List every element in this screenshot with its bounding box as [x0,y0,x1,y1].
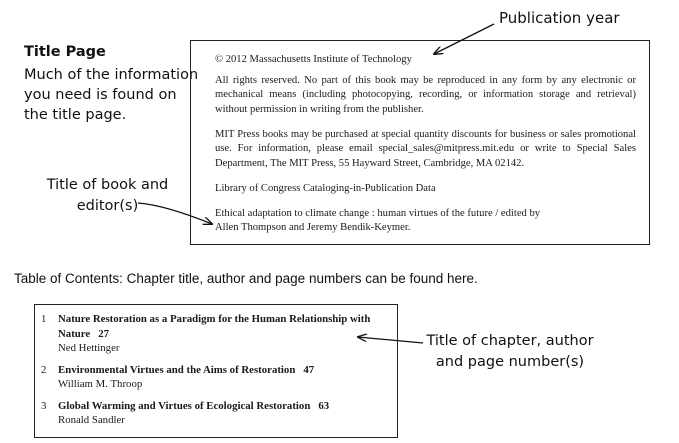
book-title-editor-label: Title of book and editor(s) [46,177,169,214]
cip-heading: Library of Congress Cataloging-in-Publication Data [215,182,436,194]
chapter-info-label: Title of chapter, author and page number(s) [426,333,594,370]
toc-caption: Table of Contents: Chapter title, author and page numbers can be found here. [14,271,478,286]
chapter-title: Nature Restoration as a Paradigm for the Human Relationship with Nature [58,313,371,340]
chapter-author: Ned Hettinger [58,342,120,354]
chapter-number: 1 [41,313,47,325]
rights-paragraph: All rights reserved. No part of this book may be reproduced in any form by any electronic or mechanical means (including photocopying, recording, or information storage and retrieval) without permission in writing from the publisher. [215,74,636,115]
title-page-description: Much of the information you need is found on the title page. [24,67,199,123]
chapter-info-arrow [358,337,423,343]
publication-year-label: Publication year [499,9,620,27]
chapter-title: Environmental Virtues and the Aims of Restoration [58,363,296,376]
publication-year-arrow [434,24,494,54]
chapter-author: Ronald Sandler [58,414,125,426]
chapter-author: William M. Throop [58,378,143,390]
chapter-number: 2 [41,363,47,376]
cip-record-line-2: Allen Thompson and Jeremy Bendik-Keymer. [215,222,411,233]
chapter-page: 63 [318,399,330,412]
copyright-line: © 2012 Massachusetts Institute of Technology [215,54,412,65]
book-title-arrow [138,203,212,224]
title-page-heading: Title Page [24,44,106,60]
chapter-page: 47 [303,363,315,376]
chapter-title: Global Warming and Virtues of Ecological Restoration [58,399,311,412]
cip-record-line-1: Ethical adaptation to climate change : human virtues of the future / edited by [215,207,541,219]
chapter-page: 27 [98,327,109,340]
sales-paragraph: MIT Press books may be purchased at special quantity discounts for business or sales promotional use. For information, please email special_sales@mitpress.mit.edu or write to Special Sales Department, The MIT Press, 55 Hayward Street, Cambridge, MA 02142. [215,128,636,169]
chapter-number: 3 [41,399,47,412]
